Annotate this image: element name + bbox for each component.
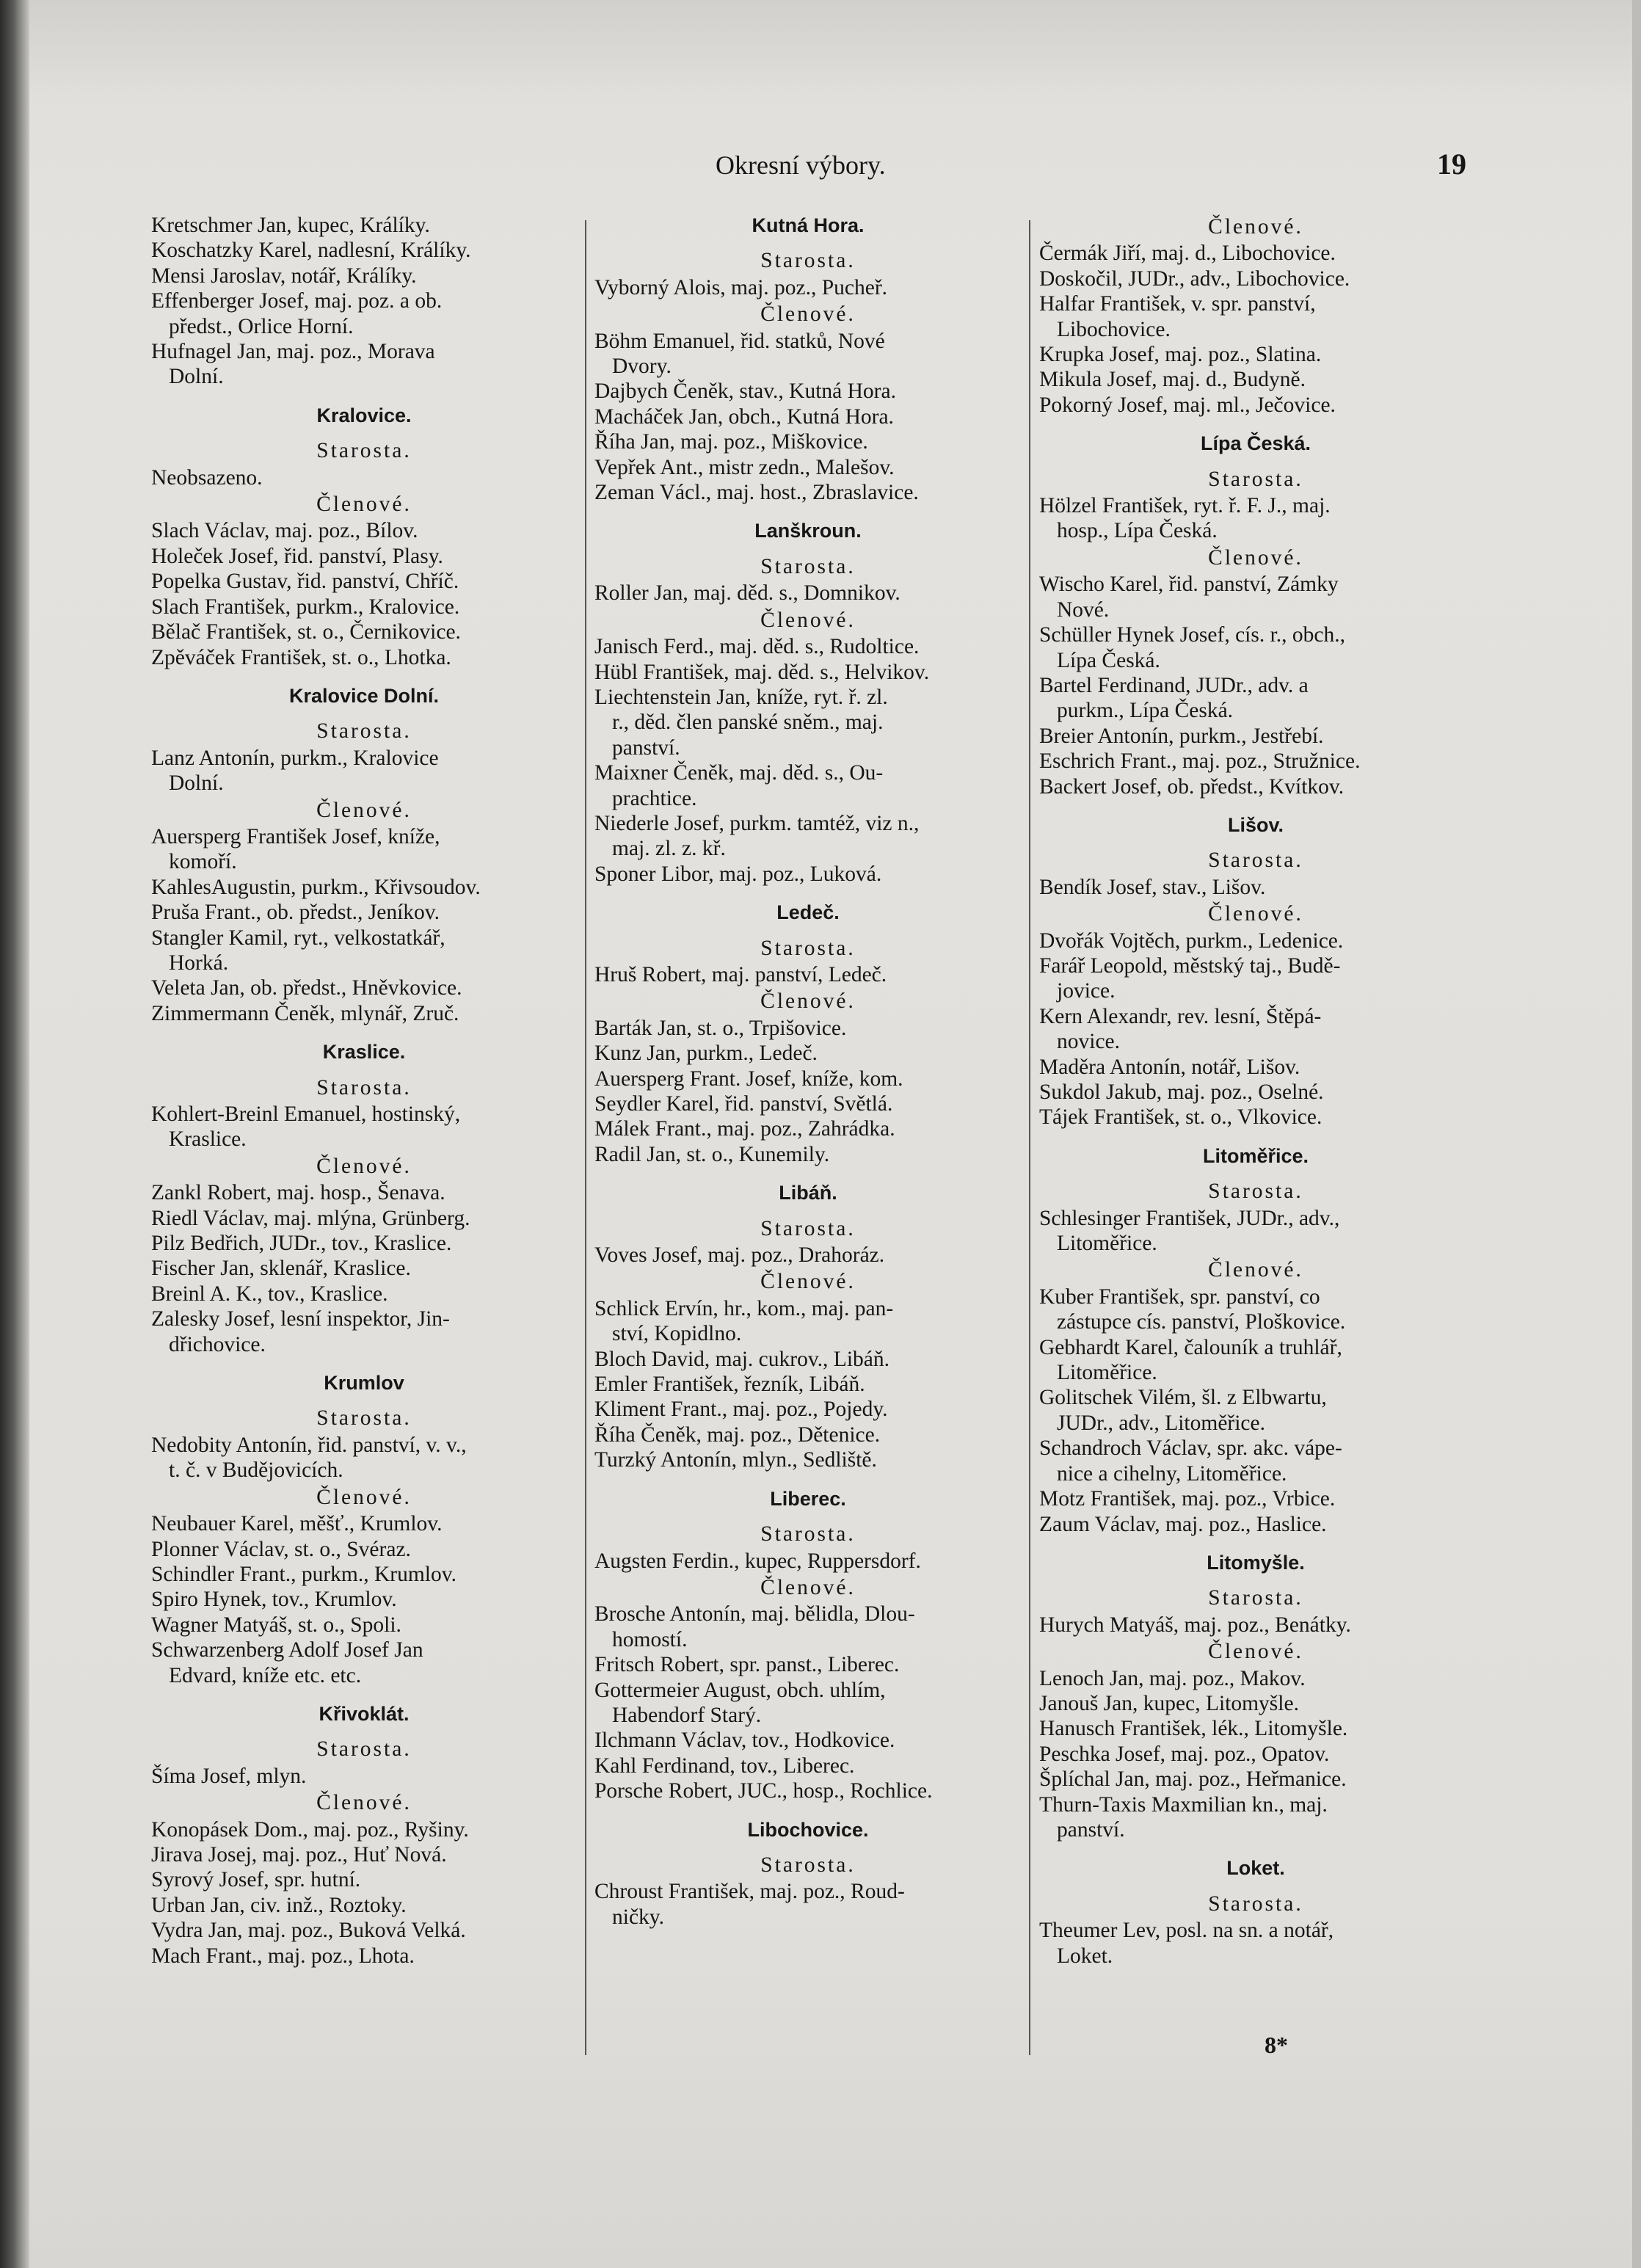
column-divider (585, 220, 586, 2055)
entry-line: Slach Václav, maj. poz., Bílov. (151, 519, 418, 543)
entry-continuation: ství, Kopidlno. (612, 1322, 742, 1346)
entry-line: Niederle Josef, purkm. tamtéž, viz n., (594, 811, 920, 835)
entry-line: Sukdol Jakub, maj. poz., Oselné. (1039, 1080, 1324, 1104)
entry-line: Emler František, řezník, Libáň. (594, 1373, 865, 1397)
starosta-label: Starosta. (760, 1216, 856, 1240)
entry-line: Syrový Josef, spr. hutní. (151, 1868, 361, 1892)
entry-line: Hübl František, maj. děd. s., Helvikov. (594, 660, 930, 684)
entry-line: Kahl Ferdinand, tov., Liberec. (594, 1753, 855, 1778)
column-divider (1029, 220, 1030, 2055)
entry-line: Backert Josef, ob. předst., Kvítkov. (1039, 774, 1345, 799)
starosta-label: Starosta. (316, 1737, 412, 1762)
members-label: Členové. (316, 1791, 412, 1815)
entry-continuation: Nové. (1057, 597, 1110, 622)
entry-line: Mikula Josef, maj. d., Budyně. (1039, 368, 1306, 392)
starosta-label: Starosta. (760, 1522, 856, 1546)
entry-line: Neobsazeno. (151, 465, 263, 490)
entry-line: Šíma Josef, mlyn. (151, 1764, 307, 1788)
entry-line: Barták Jan, st. o., Trpišovice. (594, 1016, 847, 1040)
entry-continuation: panství. (1057, 1817, 1125, 1842)
entry-line: Auersperg Frant. Josef, kníže, kom. (594, 1066, 903, 1091)
entry-line: Vyborný Alois, maj. poz., Pucheř. (594, 275, 888, 299)
starosta-label: Starosta. (316, 1075, 412, 1100)
page-number: 19 (1437, 148, 1466, 181)
entry-continuation: hosp., Lípa Česká. (1057, 519, 1218, 543)
entry-line: Mensi Jaroslav, notář, Králíky. (151, 263, 417, 288)
starosta-label: Starosta. (316, 719, 412, 744)
entry-line: Wagner Matyáš, st. o., Spoli. (151, 1613, 401, 1637)
entry-continuation: Edvard, kníže etc. etc. (169, 1663, 362, 1687)
entry-line: Urban Jan, civ. inž., Roztoky. (151, 1893, 407, 1917)
entry-line: Zaum Václav, maj. poz., Haslice. (1039, 1512, 1327, 1536)
starosta-label: Starosta. (316, 439, 412, 463)
entry-line: Roller Jan, maj. děd. s., Domnikov. (594, 581, 900, 606)
district-heading: Kutná Hora. (752, 214, 865, 236)
entry-line: Vydra Jan, maj. poz., Buková Velká. (151, 1919, 466, 1943)
text-column-2 (594, 213, 1022, 1930)
entry-continuation: nice a cihelny, Litoměřice. (1057, 1461, 1287, 1486)
entry-line: Kunz Jan, purkm., Ledeč. (594, 1042, 818, 1066)
entry-continuation: novice. (1057, 1030, 1121, 1054)
entry-line: Vepřek Ant., mistr zedn., Malešov. (594, 455, 895, 479)
entry-line: Hanusch František, lék., Litomyšle. (1039, 1717, 1348, 1741)
entry-line: Riedl Václav, maj. mlýna, Grünberg. (151, 1206, 470, 1230)
entry-continuation: Litoměřice. (1057, 1232, 1157, 1256)
entry-line: Mach Frant., maj. poz., Lhota. (151, 1944, 415, 1968)
entry-continuation: Lípa Česká. (1057, 648, 1160, 672)
members-label: Členové. (760, 1575, 856, 1599)
entry-line: Radil Jan, st. o., Kunemily. (594, 1142, 830, 1166)
entry-continuation: purkm., Lípa Česká. (1057, 699, 1234, 723)
running-header: Okresní výbory. (716, 150, 886, 180)
entry-line: Konopásek Dom., maj. poz., Ryšiny. (151, 1817, 469, 1842)
starosta-label: Starosta. (1208, 1180, 1303, 1204)
entry-line: Turzký Antonín, mlyn., Sedliště. (594, 1448, 877, 1472)
entry-line: Doskočil, JUDr., adv., Libochovice. (1039, 266, 1350, 291)
entry-continuation: komoří. (169, 850, 237, 874)
entry-line: Schlesinger František, JUDr., adv., (1039, 1206, 1340, 1230)
entry-continuation: panství. (612, 735, 680, 760)
district-heading: Lišov. (1227, 813, 1284, 836)
entry-line: Hölzel František, ryt. ř. F. J., maj. (1039, 494, 1331, 518)
entry-line: Plonner Václav, st. o., Svéraz. (151, 1537, 411, 1561)
entry-continuation: JUDr., adv., Litoměřice. (1057, 1411, 1265, 1435)
entry-line: Málek Frant., maj. poz., Zahrádka. (594, 1117, 895, 1141)
entry-continuation: Habendorf Starý. (612, 1703, 762, 1727)
entry-line: Böhm Emanuel, řid. statků, Nové (594, 329, 885, 353)
entry-line: Šplíchal Jan, maj. poz., Heřmanice. (1039, 1767, 1347, 1792)
members-label: Členové. (316, 1154, 412, 1178)
district-heading: Litoměřice. (1202, 1144, 1309, 1167)
entry-line: Jirava Josej, maj. poz., Huť Nová. (151, 1842, 447, 1867)
entry-line: Stangler Kamil, ryt., velkostatkář, (151, 926, 445, 950)
entry-line: Neubauer Karel, měšť., Krumlov. (151, 1512, 443, 1536)
entry-line: Koschatzky Karel, nadlesní, Králíky. (151, 239, 471, 263)
starosta-label: Starosta. (760, 554, 856, 578)
entry-line: Pruša Frant., ob. předst., Jeníkov. (151, 901, 440, 925)
members-label: Členové. (760, 1270, 856, 1294)
entry-continuation: Dolní. (169, 771, 224, 796)
members-label: Členové. (1208, 1640, 1303, 1664)
entry-line: Auersperg František Josef, kníže, (151, 824, 440, 848)
entry-continuation: zástupce cís. panství, Ploškovice. (1057, 1310, 1346, 1334)
entry-continuation: Litoměřice. (1057, 1361, 1157, 1385)
entry-line: Schindler Frant., purkm., Krumlov. (151, 1562, 456, 1586)
district-heading: Kraslice. (322, 1041, 406, 1064)
entry-line: Macháček Jan, obch., Kutná Hora. (594, 404, 894, 429)
members-label: Členové. (1208, 545, 1303, 570)
entry-line: Kuber František, spr. panství, co (1039, 1284, 1320, 1309)
entry-line: Kretschmer Jan, kupec, Králíky. (151, 214, 430, 237)
entry-line: Bělač František, st. o., Černikovice. (151, 620, 461, 644)
entry-line: Theumer Lev, posl. na sn. a notář, (1039, 1919, 1334, 1943)
entry-line: Ilchmann Václav, tov., Hodkovice. (594, 1729, 895, 1753)
entry-line: Zankl Robert, maj. hosp., Šenava. (151, 1181, 445, 1205)
entry-line: Porsche Robert, JUC., hosp., Rochlice. (594, 1779, 933, 1803)
members-label: Členové. (316, 493, 412, 517)
entry-line: Holeček Josef, řid. panství, Plasy. (151, 544, 443, 568)
entry-line: Peschka Josef, maj. poz., Opatov. (1039, 1742, 1330, 1766)
entry-line: Voves Josef, maj. poz., Drahoráz. (594, 1243, 885, 1268)
entry-line: Effenberger Josef, maj. poz. a ob. (151, 289, 443, 313)
district-heading: Křivoklát. (319, 1702, 410, 1725)
entry-line: Breier Antonín, purkm., Jestřebí. (1039, 724, 1324, 748)
entry-line: Farář Leopold, městský taj., Budě- (1039, 953, 1341, 978)
members-label: Členové. (316, 798, 412, 822)
entry-line: Golitschek Vilém, šl. z Elbwartu, (1039, 1386, 1327, 1410)
entry-line: Janisch Ferd., maj. děd. s., Rudoltice. (594, 635, 920, 659)
members-label: Členové. (1208, 215, 1303, 239)
entry-continuation: prachtice. (612, 786, 697, 810)
district-heading: Kralovice Dolní. (288, 684, 440, 707)
district-heading: Litomyšle. (1207, 1551, 1305, 1574)
district-heading: Liberec. (770, 1487, 846, 1510)
starosta-label: Starosta. (1208, 848, 1303, 873)
entry-continuation: Dolní. (169, 365, 224, 389)
entry-line: Wischo Karel, řid. panství, Zámky (1039, 573, 1339, 597)
entry-line: Schüller Hynek Josef, cís. r., obch., (1039, 623, 1346, 647)
scan-right-edge (1632, 0, 1641, 2268)
entry-line: Říha Čeněk, maj. poz., Dětenice. (594, 1422, 881, 1447)
entry-line: Krupka Josef, maj. poz., Slatina. (1039, 343, 1322, 367)
entry-line: Janouš Jan, kupec, Litomyšle. (1039, 1691, 1299, 1715)
entry-line: Brosche Antonín, maj. bělidla, Dlou- (594, 1602, 915, 1627)
entry-line: Fischer Jan, sklenář, Kraslice. (151, 1257, 411, 1281)
entry-line: Zimmermann Čeněk, mlynář, Zruč. (151, 1001, 459, 1025)
entry-line: Zpěváček František, st. o., Lhotka. (151, 645, 451, 669)
starosta-label: Starosta. (760, 1853, 856, 1877)
text-column-1 (151, 213, 577, 1969)
entry-line: Maixner Čeněk, maj. děd. s., Ou- (594, 761, 884, 785)
district-heading: Ledeč. (776, 901, 840, 924)
entry-continuation: Horká. (169, 951, 229, 975)
district-heading: Lanškroun. (754, 520, 862, 542)
members-label: Členové. (760, 989, 856, 1014)
entry-continuation: r., děd. člen panské sněm., maj. (612, 710, 884, 735)
entry-line: Schwarzenberg Adolf Josef Jan (151, 1638, 423, 1662)
entry-continuation: Loket. (1057, 1944, 1113, 1968)
starosta-label: Starosta. (760, 249, 856, 273)
members-label: Členové. (1208, 1258, 1303, 1282)
entry-continuation: Libochovice. (1057, 317, 1171, 341)
entry-line: Liechtenstein Jan, kníže, ryt. ř. zl. (594, 685, 888, 709)
entry-line: Spiro Hynek, tov., Krumlov. (151, 1588, 397, 1612)
entry-line: Tájek František, st. o., Vlkovice. (1039, 1105, 1322, 1130)
entry-line: Pokorný Josef, maj. ml., Ječovice. (1039, 393, 1336, 417)
entry-line: Zalesky Josef, lesní inspektor, Jin- (151, 1307, 450, 1331)
entry-line: Kliment Frant., maj. poz., Pojedy. (594, 1397, 888, 1422)
entry-continuation: Kraslice. (169, 1127, 247, 1152)
members-label: Členové. (760, 608, 856, 632)
entry-continuation: homostí. (612, 1627, 688, 1651)
members-label: Členové. (1208, 902, 1303, 926)
entry-line: Lanz Antonín, purkm., Kralovice (151, 746, 439, 770)
district-heading: Krumlov (324, 1372, 404, 1395)
entry-line: Nedobity Antonín, řid. panství, v. v., (151, 1433, 467, 1457)
signature-mark: 8* (1265, 2032, 1288, 2058)
district-heading: Lípa Česká. (1200, 432, 1311, 455)
entry-line: Slach František, purkm., Kralovice. (151, 595, 460, 619)
entry-continuation: t. č. v Budějovicích. (169, 1458, 343, 1483)
entry-line: Říha Jan, maj. poz., Miškovice. (594, 430, 868, 454)
entry-continuation: Dvory. (612, 355, 672, 379)
entry-line: Thurn-Taxis Maxmilian kn., maj. (1039, 1792, 1328, 1817)
entry-line: Augsten Ferdin., kupec, Ruppersdorf. (594, 1549, 921, 1573)
entry-line: Bartel Ferdinand, JUDr., adv. a (1039, 673, 1309, 697)
entry-continuation: jovice. (1057, 979, 1116, 1003)
entry-line: Breinl A. K., tov., Kraslice. (151, 1282, 388, 1306)
entry-line: Dvořák Vojtěch, purkm., Ledenice. (1039, 928, 1344, 953)
entry-line: Pilz Bedřich, JUDr., tov., Kraslice. (151, 1232, 452, 1256)
entry-continuation: maj. zl. z. kř. (612, 837, 726, 861)
members-label: Členové. (316, 1485, 412, 1509)
entry-line: Schandroch Václav, spr. akc. vápe- (1039, 1436, 1342, 1461)
district-heading: Kralovice. (316, 404, 412, 426)
entry-line: Kohlert-Breinl Emanuel, hostinský, (151, 1102, 461, 1126)
entry-line: Fritsch Robert, spr. panst., Liberec. (594, 1653, 900, 1677)
entry-continuation: předst., Orlice Horní. (169, 314, 354, 338)
starosta-label: Starosta. (760, 936, 856, 960)
entry-line: Lenoch Jan, maj. poz., Makov. (1039, 1666, 1306, 1690)
entry-line: Hruš Robert, maj. panství, Ledeč. (594, 962, 887, 986)
scan-binding-edge (0, 0, 29, 2268)
entry-line: Popelka Gustav, řid. panství, Chříč. (151, 570, 459, 594)
entry-line: Motz František, maj. poz., Vrbice. (1039, 1487, 1336, 1511)
entry-line: Kern Alexandr, rev. lesní, Štěpá- (1039, 1004, 1322, 1028)
entry-line: Seydler Karel, řid. panství, Světlá. (594, 1092, 893, 1116)
starosta-label: Starosta. (316, 1406, 412, 1431)
entry-line: Halfar František, v. spr. panství, (1039, 292, 1316, 316)
entry-line: Chroust František, maj. poz., Roud- (594, 1880, 905, 1904)
entry-line: Gebhardt Karel, čalouník a truhlář, (1039, 1335, 1342, 1359)
entry-line: Dajbych Čeněk, stav., Kutná Hora. (594, 379, 896, 404)
entry-line: Hurych Matyáš, maj. poz., Benátky. (1039, 1613, 1351, 1637)
entry-line: Zeman Václ., maj. host., Zbraslavice. (594, 481, 919, 505)
district-heading: Libochovice. (747, 1818, 869, 1841)
district-heading: Libáň. (779, 1182, 837, 1204)
entry-line: Bloch David, maj. cukrov., Libáň. (594, 1347, 889, 1371)
starosta-label: Starosta. (1208, 1586, 1303, 1610)
entry-line: Eschrich Frant., maj. poz., Stružnice. (1039, 749, 1361, 774)
entry-continuation: dřichovice. (169, 1332, 266, 1356)
starosta-label: Starosta. (1208, 1891, 1303, 1916)
entry-line: Bendík Josef, stav., Lišov. (1039, 875, 1266, 899)
entry-line: KahlesAugustin, purkm., Křivsoudov. (151, 875, 481, 899)
entry-line: Maděra Antonín, notář, Lišov. (1039, 1055, 1300, 1079)
entry-line: Sponer Libor, maj. poz., Luková. (594, 862, 882, 886)
members-label: Členové. (760, 302, 856, 327)
entry-line: Veleta Jan, ob. předst., Hněvkovice. (151, 976, 462, 1000)
entry-continuation: ničky. (612, 1905, 664, 1929)
district-heading: Loket. (1226, 1857, 1285, 1880)
entry-line: Gottermeier August, obch. uhlím, (594, 1678, 886, 1702)
entry-line: Schlick Ervín, hr., kom., maj. pan- (594, 1296, 894, 1320)
text-column-3 (1039, 213, 1472, 1969)
entry-line: Čermák Jiří, maj. d., Libochovice. (1039, 241, 1336, 266)
starosta-label: Starosta. (1208, 467, 1303, 491)
entry-line: Hufnagel Jan, maj. poz., Morava (151, 340, 435, 364)
